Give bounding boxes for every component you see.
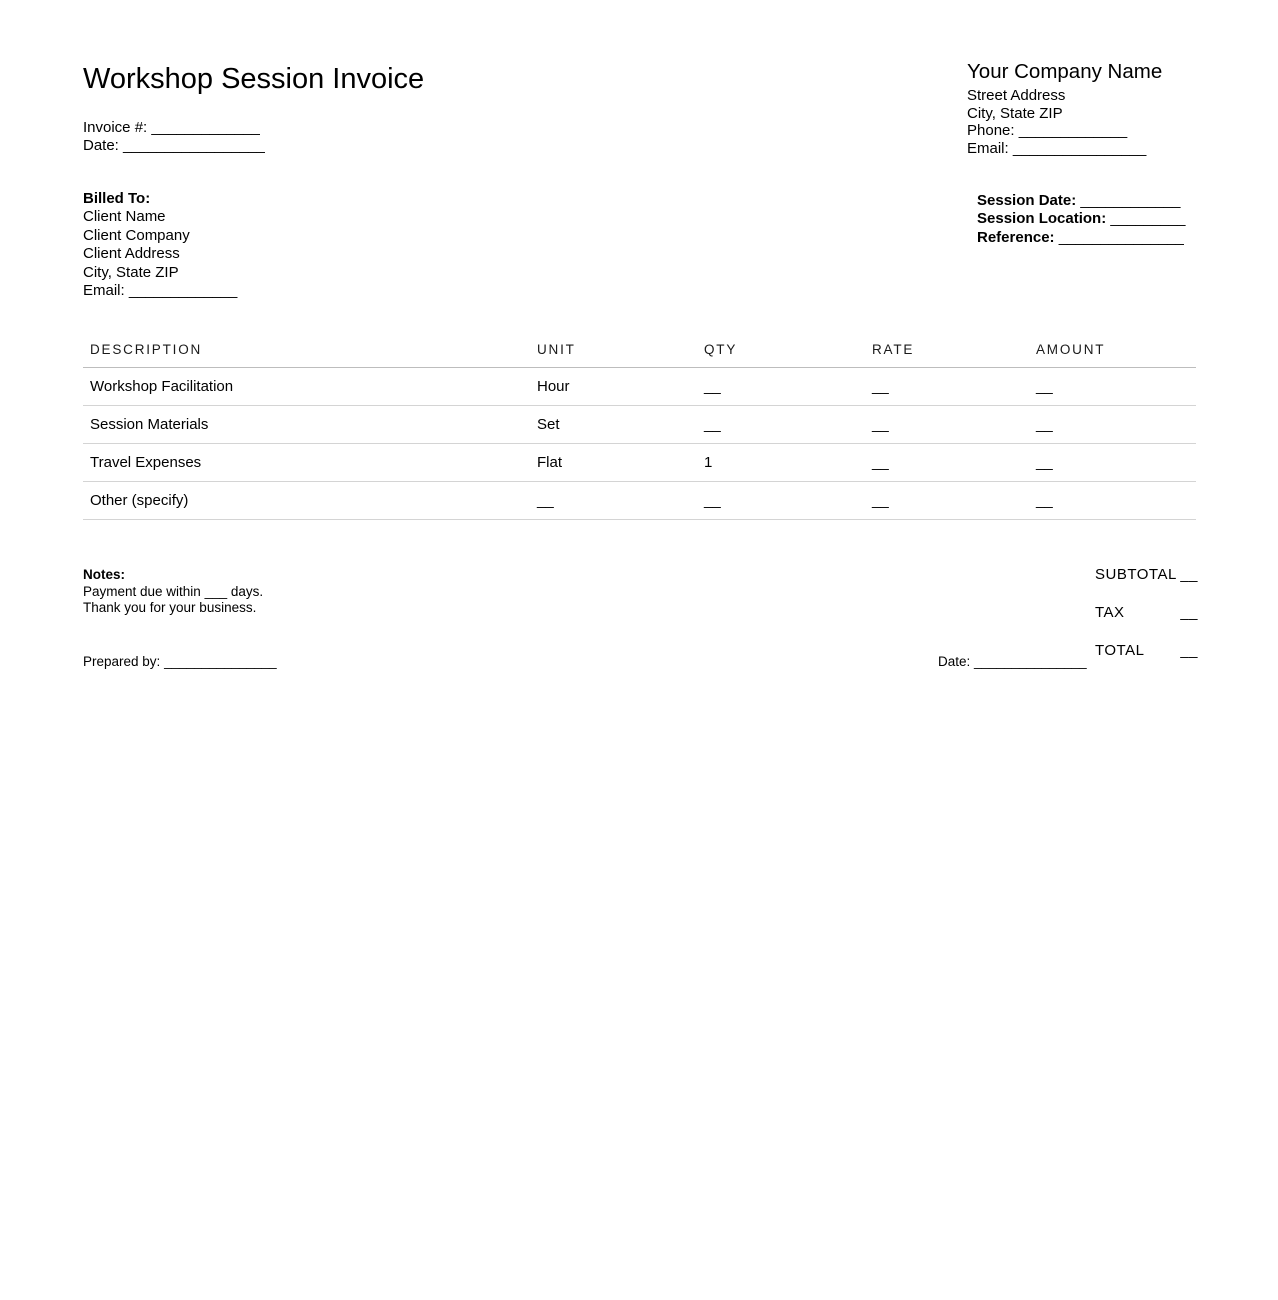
cell-description: Session Materials: [83, 406, 530, 444]
subtotal-row: [1095, 566, 1198, 584]
table-row: [83, 482, 1196, 520]
cell-unit: Set: [530, 406, 697, 444]
invoice-number-line: [83, 119, 265, 137]
prepared-by-line: [83, 654, 277, 669]
session-reference-blank[interactable]: _______________: [1058, 228, 1184, 246]
column-header-qty: QTY: [697, 338, 865, 368]
company-email-line: [967, 140, 1217, 158]
table-header-row: [83, 338, 1196, 368]
cell-description: Workshop Facilitation: [83, 368, 530, 406]
client-email-line: [83, 282, 237, 300]
cell-amount[interactable]: __: [1029, 482, 1196, 520]
notes-block: [83, 567, 263, 617]
cell-description: Other (specify): [83, 482, 530, 520]
session-reference-label: Reference:: [977, 228, 1055, 246]
signature-date-line: [938, 654, 1087, 669]
session-location-line: [977, 210, 1185, 228]
tax-label: TAX: [1095, 604, 1125, 621]
company-street: Street Address: [967, 87, 1066, 104]
table-row: [83, 368, 1196, 406]
tax-value-blank[interactable]: __: [1180, 604, 1198, 621]
session-location-label: Session Location:: [977, 210, 1107, 228]
invoice-number-label: Invoice #:: [83, 119, 148, 136]
subtotal-label: SUBTOTAL: [1095, 566, 1177, 583]
company-phone-blank[interactable]: _____________: [1018, 122, 1128, 140]
client-email-blank[interactable]: _____________: [128, 282, 238, 300]
notes-heading: Notes:: [83, 567, 126, 582]
cell-unit[interactable]: __: [530, 482, 697, 520]
client-email-label: Email:: [83, 282, 125, 300]
column-header-amount: AMOUNT: [1029, 338, 1196, 368]
signature-date-blank[interactable]: _______________: [974, 654, 1087, 669]
invoice-meta: [83, 119, 265, 156]
session-date-blank[interactable]: ____________: [1080, 192, 1181, 209]
company-phone-line: [967, 122, 1217, 140]
cell-rate[interactable]: __: [865, 406, 1029, 444]
cell-qty[interactable]: __: [697, 482, 865, 520]
cell-qty[interactable]: __: [697, 368, 865, 406]
cell-unit: Hour: [530, 368, 697, 406]
prepared-by-blank[interactable]: _______________: [164, 654, 277, 669]
line-items-table: [83, 338, 1196, 520]
session-date-label: Session Date:: [977, 192, 1077, 209]
cell-rate[interactable]: __: [865, 368, 1029, 406]
client-city: City, State ZIP: [83, 263, 179, 281]
company-name: Your Company Name: [967, 60, 1163, 83]
cell-amount[interactable]: __: [1029, 368, 1196, 406]
client-address: Client Address: [83, 245, 180, 263]
cell-description: Travel Expenses: [83, 444, 530, 482]
invoice-date-blank[interactable]: _________________: [123, 137, 265, 155]
total-row: [1095, 642, 1198, 660]
column-header-description: DESCRIPTION: [83, 338, 530, 368]
cell-rate[interactable]: __: [865, 444, 1029, 482]
invoice-date-line: [83, 137, 265, 155]
cell-rate[interactable]: __: [865, 482, 1029, 520]
totals-block: [1095, 566, 1198, 680]
notes-line-thanks: Thank you for your business.: [83, 600, 257, 616]
company-email-label: Email:: [967, 139, 1009, 157]
subtotal-value-blank[interactable]: __: [1180, 566, 1198, 583]
tax-row: [1095, 604, 1198, 622]
company-block: [967, 60, 1217, 157]
table-row: [83, 444, 1196, 482]
company-city: City, State ZIP: [967, 104, 1063, 122]
session-reference-line: [977, 229, 1185, 247]
page-title: Workshop Session Invoice: [83, 63, 425, 95]
billed-to-heading: Billed To:: [83, 190, 151, 207]
session-location-blank[interactable]: _________: [1110, 210, 1186, 228]
session-date-line: [977, 192, 1185, 210]
cell-unit: Flat: [530, 444, 697, 482]
cell-amount[interactable]: __: [1029, 406, 1196, 444]
client-company: Client Company: [83, 226, 190, 244]
column-header-unit: UNIT: [530, 338, 697, 368]
total-value-blank[interactable]: __: [1180, 642, 1198, 659]
session-info-block: [977, 192, 1185, 247]
invoice-number-blank[interactable]: _____________: [151, 119, 260, 136]
client-name: Client Name: [83, 208, 166, 226]
invoice-date-label: Date:: [83, 137, 119, 155]
prepared-by-label: Prepared by:: [83, 654, 161, 669]
cell-qty: 1: [697, 444, 865, 482]
column-header-rate: RATE: [865, 338, 1029, 368]
total-label: TOTAL: [1095, 642, 1145, 659]
cell-amount[interactable]: __: [1029, 444, 1196, 482]
company-phone-label: Phone:: [967, 122, 1015, 140]
notes-line-payment: Payment due within ___ days.: [83, 583, 264, 599]
cell-qty[interactable]: __: [697, 406, 865, 444]
company-email-blank[interactable]: ________________: [1012, 139, 1147, 157]
billed-to-block: [83, 190, 237, 300]
table-row: [83, 406, 1196, 444]
signature-date-label: Date:: [938, 654, 971, 669]
